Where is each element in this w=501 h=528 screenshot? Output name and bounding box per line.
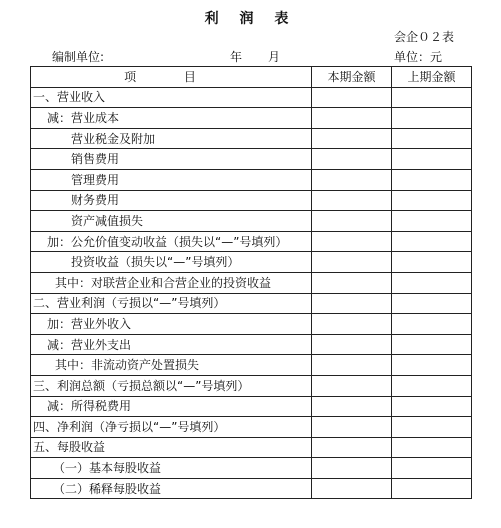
previous-period-amount-cell[interactable] bbox=[392, 272, 472, 293]
table-row bbox=[31, 231, 472, 252]
table-row bbox=[31, 190, 472, 211]
table-row bbox=[31, 169, 472, 190]
current-period-amount-cell[interactable] bbox=[312, 190, 392, 211]
row-item-label: 销售费用 bbox=[31, 149, 312, 170]
table-row bbox=[31, 417, 472, 438]
preparer-unit-label: 编制单位: bbox=[52, 50, 105, 64]
row-item-label: 投资收益（损失以“—”号填列） bbox=[31, 252, 312, 273]
previous-period-amount-cell[interactable] bbox=[392, 334, 472, 355]
previous-period-amount-cell[interactable] bbox=[392, 355, 472, 376]
table-row bbox=[31, 355, 472, 376]
row-item-label: 财务费用 bbox=[31, 190, 312, 211]
current-period-amount-cell[interactable] bbox=[312, 149, 392, 170]
table-row bbox=[31, 87, 472, 108]
current-period-amount-cell[interactable] bbox=[312, 231, 392, 252]
row-item-label: 加：营业外收入 bbox=[31, 314, 312, 335]
table-header-row bbox=[31, 67, 472, 88]
table-row bbox=[31, 437, 472, 458]
income-statement-table bbox=[30, 66, 472, 499]
row-item-label: （二）稀释每股收益 bbox=[31, 478, 312, 499]
row-item-label: 减：营业外支出 bbox=[31, 334, 312, 355]
current-period-amount-cell[interactable] bbox=[312, 252, 392, 273]
current-period-amount-cell[interactable] bbox=[312, 396, 392, 417]
current-period-amount-cell[interactable] bbox=[312, 128, 392, 149]
current-period-amount-cell[interactable] bbox=[312, 458, 392, 479]
month-label: 月 bbox=[268, 50, 281, 64]
current-period-amount-cell[interactable] bbox=[312, 169, 392, 190]
previous-period-amount-cell[interactable] bbox=[392, 293, 472, 314]
table-row bbox=[31, 293, 472, 314]
table-row bbox=[31, 396, 472, 417]
row-item-label: 二、营业利润（亏损以“—”号填列） bbox=[31, 293, 312, 314]
row-item-label: 营业税金及附加 bbox=[31, 128, 312, 149]
current-period-amount-cell[interactable] bbox=[312, 375, 392, 396]
column-header-current-period: 本期金额 bbox=[312, 67, 392, 88]
previous-period-amount-cell[interactable] bbox=[392, 231, 472, 252]
table-row bbox=[31, 314, 472, 335]
previous-period-amount-cell[interactable] bbox=[392, 149, 472, 170]
row-item-label: 三、利润总额（亏损总额以“—”号填列） bbox=[31, 375, 312, 396]
previous-period-amount-cell[interactable] bbox=[392, 108, 472, 129]
statement-title: 利 润 表 bbox=[204, 11, 297, 27]
previous-period-amount-cell[interactable] bbox=[392, 417, 472, 438]
table-row bbox=[31, 458, 472, 479]
table-row bbox=[31, 128, 472, 149]
form-code: 会企０２表 bbox=[394, 30, 455, 44]
previous-period-amount-cell[interactable] bbox=[392, 314, 472, 335]
previous-period-amount-cell[interactable] bbox=[392, 190, 472, 211]
row-item-label: 减：营业成本 bbox=[31, 108, 312, 129]
table-row bbox=[31, 375, 472, 396]
previous-period-amount-cell[interactable] bbox=[392, 478, 472, 499]
previous-period-amount-cell[interactable] bbox=[392, 437, 472, 458]
table-row bbox=[31, 478, 472, 499]
row-item-label: 其中：非流动资产处置损失 bbox=[31, 355, 312, 376]
table-row bbox=[31, 108, 472, 129]
row-item-label: 一、营业收入 bbox=[31, 87, 312, 108]
previous-period-amount-cell[interactable] bbox=[392, 211, 472, 232]
previous-period-amount-cell[interactable] bbox=[392, 252, 472, 273]
currency-unit-label: 单位：元 bbox=[394, 50, 443, 64]
year-label: 年 bbox=[230, 50, 243, 64]
row-item-label: 加：公允价值变动收益（损失以“—”号填列） bbox=[31, 231, 312, 252]
current-period-amount-cell[interactable] bbox=[312, 211, 392, 232]
table-row bbox=[31, 334, 472, 355]
table-row bbox=[31, 252, 472, 273]
row-item-label: 管理费用 bbox=[31, 169, 312, 190]
current-period-amount-cell[interactable] bbox=[312, 272, 392, 293]
row-item-label: 其中：对联营企业和合营企业的投资收益 bbox=[31, 272, 312, 293]
table-row bbox=[31, 272, 472, 293]
previous-period-amount-cell[interactable] bbox=[392, 128, 472, 149]
previous-period-amount-cell[interactable] bbox=[392, 87, 472, 108]
previous-period-amount-cell[interactable] bbox=[392, 169, 472, 190]
current-period-amount-cell[interactable] bbox=[312, 417, 392, 438]
current-period-amount-cell[interactable] bbox=[312, 314, 392, 335]
table-row bbox=[31, 149, 472, 170]
current-period-amount-cell[interactable] bbox=[312, 334, 392, 355]
current-period-amount-cell[interactable] bbox=[312, 437, 392, 458]
previous-period-amount-cell[interactable] bbox=[392, 375, 472, 396]
current-period-amount-cell[interactable] bbox=[312, 355, 392, 376]
current-period-amount-cell[interactable] bbox=[312, 87, 392, 108]
previous-period-amount-cell[interactable] bbox=[392, 458, 472, 479]
previous-period-amount-cell[interactable] bbox=[392, 396, 472, 417]
row-item-label: 四、净利润（净亏损以“—”号填列） bbox=[31, 417, 312, 438]
current-period-amount-cell[interactable] bbox=[312, 108, 392, 129]
column-header-previous-period: 上期金额 bbox=[392, 67, 472, 88]
row-item-label: 资产减值损失 bbox=[31, 211, 312, 232]
column-header-item: 项 目 bbox=[31, 67, 312, 88]
row-item-label: （一）基本每股收益 bbox=[31, 458, 312, 479]
row-item-label: 减：所得税费用 bbox=[31, 396, 312, 417]
current-period-amount-cell[interactable] bbox=[312, 478, 392, 499]
table-row bbox=[31, 211, 472, 232]
current-period-amount-cell[interactable] bbox=[312, 293, 392, 314]
row-item-label: 五、每股收益 bbox=[31, 437, 312, 458]
